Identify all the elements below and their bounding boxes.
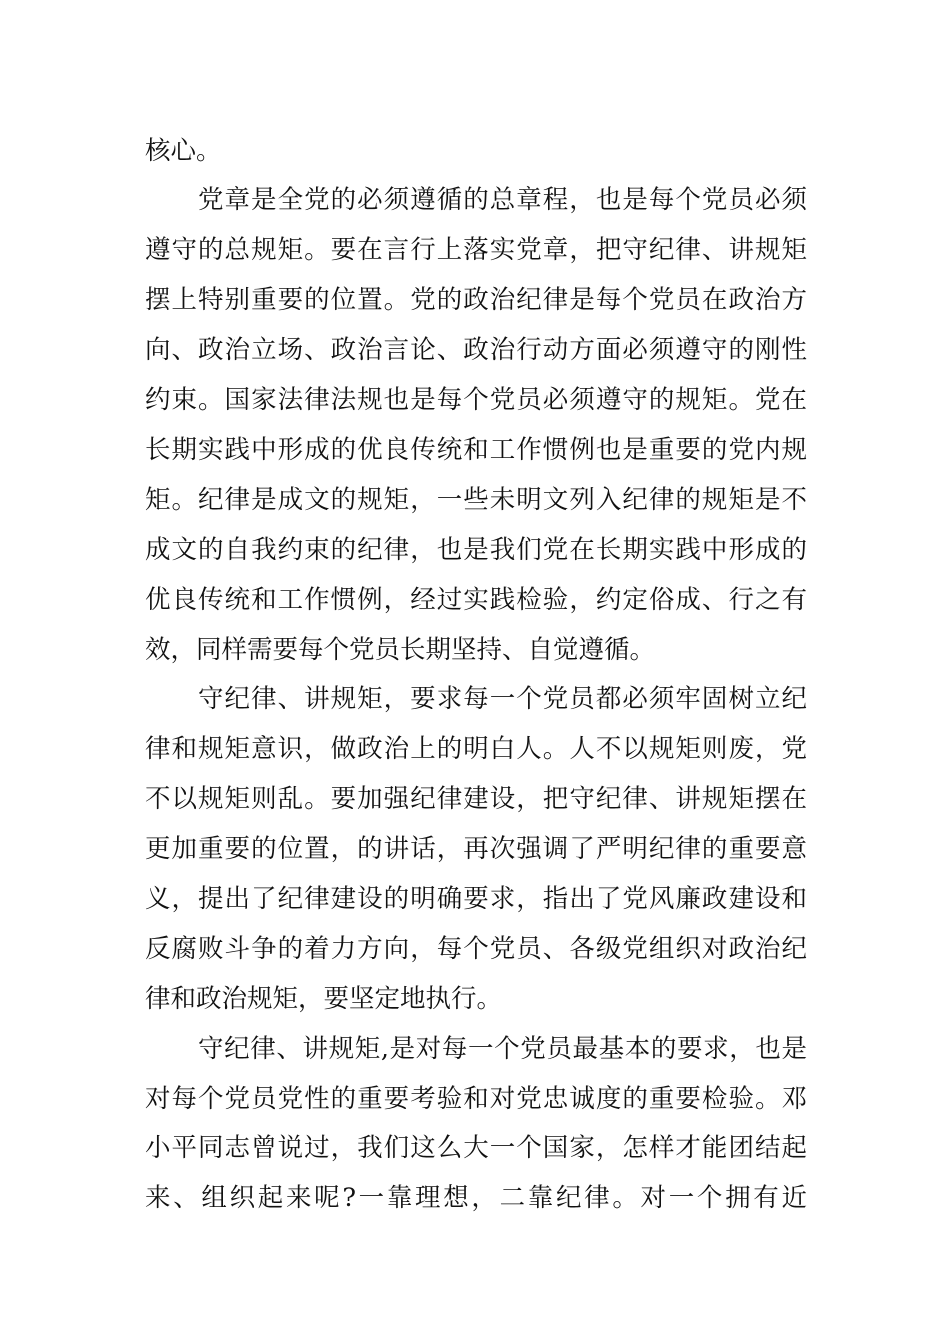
paragraph-first-line: 守纪律、讲规矩,是对每一个党员最基本的要求，也是 [198, 1034, 807, 1064]
text-line: 小平同志曾说过，我们这么大一个国家，怎样才能团结起 [145, 1133, 807, 1163]
text-line: 律和规矩意识，做政治上的明白人。人不以规矩则废，党 [145, 734, 807, 764]
text-line: 摆上特别重要的位置。党的政治纪律是每个党员在政治方 [145, 285, 807, 315]
text-line: 优良传统和工作惯例，经过实践检验，约定俗成、行之有 [145, 585, 807, 615]
text-line: 成文的自我约束的纪律，也是我们党在长期实践中形成的 [145, 535, 807, 565]
text-line: 来、组织起来呢?一靠理想，二靠纪律。对一个拥有近 [145, 1183, 807, 1213]
text-line: 义，提出了纪律建设的明确要求，指出了党风廉政建设和 [145, 884, 807, 914]
text-line: 约束。国家法律法规也是每个党员必须遵守的规矩。党在 [145, 385, 807, 415]
paragraph-first-line: 守纪律、讲规矩，要求每一个党员都必须牢固树立纪 [198, 684, 807, 714]
text-line: 长期实践中形成的优良传统和工作惯例也是重要的党内规 [145, 435, 807, 465]
text-line: 效，同样需要每个党员长期坚持、自觉遵循。 [145, 635, 656, 665]
text-line: 反腐败斗争的着力方向，每个党员、各级党组织对政治纪 [145, 934, 807, 964]
text-line: 核心。 [145, 136, 222, 166]
text-line: 对每个党员党性的重要考验和对党忠诚度的重要检验。邓 [145, 1084, 807, 1114]
text-line: 向、政治立场、政治言论、政治行动方面必须遵守的刚性 [145, 335, 807, 365]
text-line: 遵守的总规矩。要在言行上落实党章，把守纪律、讲规矩 [145, 235, 807, 265]
text-line: 矩。纪律是成文的规矩，一些未明文列入纪律的规矩是不 [145, 485, 807, 515]
text-line: 不以规矩则乱。要加强纪律建设，把守纪律、讲规矩摆在 [145, 784, 807, 814]
text-line: 更加重要的位置，的讲话，再次强调了严明纪律的重要意 [145, 834, 807, 864]
text-line: 律和政治规矩，要坚定地执行。 [145, 984, 503, 1014]
paragraph-first-line: 党章是全党的必须遵循的总章程，也是每个党员必须 [198, 185, 807, 215]
